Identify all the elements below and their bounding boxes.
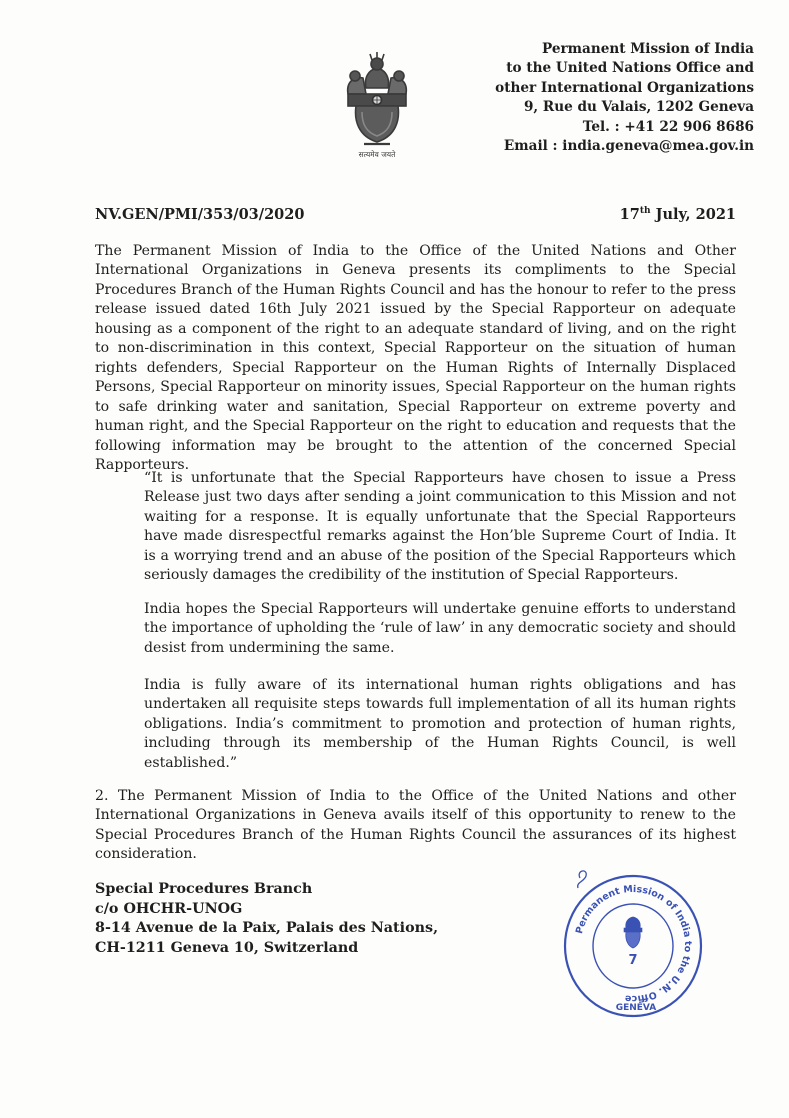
- quoted-statement-2: India hopes the Special Rapporteurs will undertake genuine efforts to understand the importance of upholding the ‘rule of law’ in any democratic society and should desist from undermining the same.: [144, 601, 736, 656]
- stamp-ring-text: Permanent Mission of India to the U.N. Office: [574, 883, 694, 1005]
- stamp-city: GENEVA: [615, 1003, 657, 1013]
- note-verbale-number: NV.GEN/PMI/353/03/2020: [95, 206, 305, 223]
- emblem-motto: सत्यमेव जयते: [358, 150, 396, 159]
- letterhead-email: Email : india.geneva@mea.gov.in: [503, 138, 754, 155]
- quoted-statement-1: “It is unfortunate that the Special Rapporteurs have chosen to issue a Press Release just two days after sending a joint communication to this Mission and not waiting for a response. It is equally unfortunate that the Special Rapporteurs have made disrespectful remarks against the Hon’ble Supreme Court of India. It is a worrying trend and an abuse of the position of the Special Rapporteurs which seriously damages the credibility of the institution of Special Rapporteurs.: [144, 470, 736, 584]
- national-emblem-icon: [336, 50, 418, 162]
- address-line: CH-1211 Geneva 10, Switzerland: [95, 939, 359, 956]
- letterhead-telephone: Tel. : +41 22 906 8686: [582, 118, 754, 135]
- letterhead-line: Permanent Mission of India: [541, 41, 754, 57]
- date-day: 17: [619, 206, 640, 223]
- letterhead-line: other International Organizations: [495, 79, 754, 96]
- letterhead: [414, 40, 754, 156]
- closing-paragraph: 2. The Permanent Mission of India to the Office of the United Nations and other International Organizations in Geneva avails itself of this opportunity to renew to the Special Procedures Branch of the Human Rights Council the assurances of its highest consideration.: [95, 788, 736, 863]
- date-suffix: th: [639, 206, 651, 217]
- official-stamp: [558, 868, 708, 1020]
- letterhead-line: to the United Nations Office and: [506, 60, 754, 77]
- address-line: c/o OHCHR-UNOG: [95, 900, 243, 917]
- quoted-statement-3: India is fully aware of its international human rights obligations and has undertaken all requisite steps towards full implementation of all its human rights obligations. India’s commitment to promotion and protection of human rights, including through its membership of the Human Rights Council, is well established.”: [144, 677, 736, 771]
- date-month-year: July, 2021: [650, 206, 736, 223]
- letterhead-address: 9, Rue du Valais, 1202 Geneva: [523, 99, 754, 116]
- stamp-emblem-icon: [624, 917, 642, 948]
- recipient-address: [95, 880, 515, 958]
- opening-paragraph: The Permanent Mission of India to the Office of the United Nations and Other International Organizations in Geneva presents its compliments to the Special Procedures Branch of the Human Rights Council and has the honour to refer to the press release issued dated 16th July 2021 issued by the Special Rapporteur on adequate housing as a component of the right to an adequate standard of living, and on the right to non-discrimination in this context, Special Rapporteur on the situation of human rights defenders, Special Rapporteur on the Human Rights of Internally Displaced Persons, Special Rapporteur on minority issues, Special Rapporteur on the human rights to safe drinking water and sanitation, Special Rapporteur on extreme poverty and human right, and the Special Rapporteur on the right to education and requests that the following information may be brought to the attention of the concerned Special Rapporteurs.: [95, 243, 736, 473]
- letter-date: [620, 206, 736, 223]
- address-line: Special Procedures Branch: [95, 881, 313, 897]
- stamp-handwritten-number: 7: [628, 953, 638, 968]
- address-line: 8-14 Avenue de la Paix, Palais des Nations,: [95, 920, 439, 937]
